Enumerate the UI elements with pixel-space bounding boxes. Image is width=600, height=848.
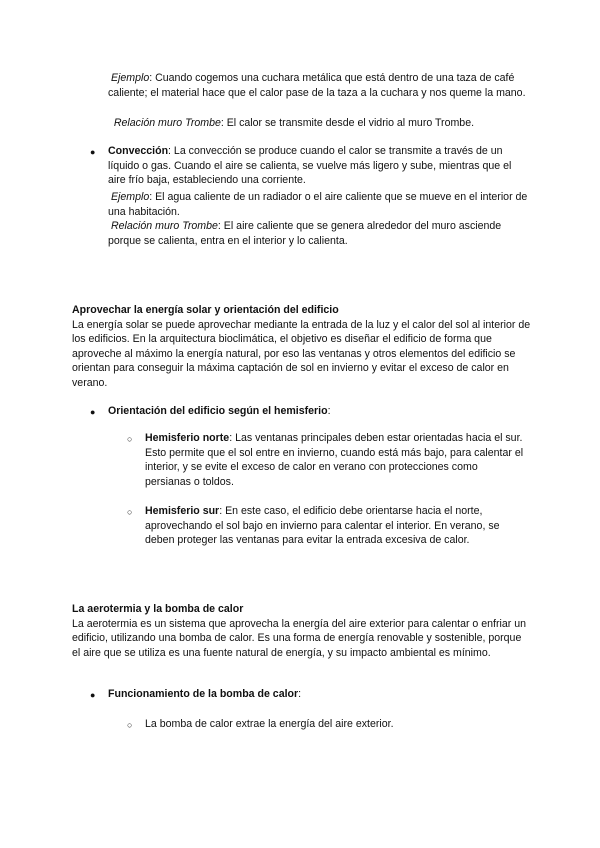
north-hemisphere-item xyxy=(145,431,525,489)
section-intro: La aerotermia es un sistema que aprovecha la energía del aire exterior para calentar o enfriar un edificio, utilizando una bomba de calor. Es una forma de energía renovable y sostenible, porque el aire que se utiliza es una fuente natural de energía, y su impacto ambiental es mínimo. xyxy=(72,617,527,659)
south-title: Hemisferio sur xyxy=(145,505,220,517)
colon: : xyxy=(327,405,331,417)
trombe-text: : El calor se transmite desde el vidrio al muro Trombe. xyxy=(220,117,475,129)
conduction-trombe xyxy=(108,116,528,131)
example-label: Ejemplo xyxy=(110,191,150,203)
section-intro: La energía solar se puede aprovechar mediante la entrada de la luz y el calor del sol al interior de los edificios. En la arquitectura bioclimática, el objetivo es diseñar el edificio de forma que aproveche al máximo la energía natural, por eso las ventanas y otros elementos del edificio se orientan para conseguir la máxima captación de sol en invierno y evitar el exceso de calor en verano. xyxy=(72,318,531,389)
aerotermia-section xyxy=(72,602,532,660)
orientation-item xyxy=(108,404,528,419)
example-label: Ejemplo xyxy=(110,72,150,84)
trombe-label: Relación muro Trombe xyxy=(113,117,221,129)
heat-pump-item xyxy=(108,687,528,702)
convection-title: Convección xyxy=(108,145,169,157)
section-heading: La aerotermia y la bomba de calor xyxy=(72,603,244,615)
south-text: : En este caso, el edificio debe orientarse hacia el norte, aprovechando el sol bajo en invierno para calentar el interior. En verano, se deben proteger las ventanas para evitar la entrada excesiva de calor. xyxy=(145,505,500,547)
south-hemisphere-item xyxy=(145,504,525,548)
north-text: : Las ventanas principales deben estar orientadas hacia el sur. Esto permite que el sol entre en invierno, cuando está más bajo, para calentar el interior, y se evite el exceso de calor en verano con protecciones como persianas o toldos. xyxy=(145,432,524,488)
convection-example xyxy=(108,190,528,219)
convection-text: : La convección se produce cuando el calor se transmite a través de un líquido o gas. Cuando el aire se calienta, se vuelve más ligero y sube, mientras que el aire frío baja, estableciendo una corriente. xyxy=(108,145,512,187)
bullet-circle: ○ xyxy=(127,434,133,444)
heat-pump-subitem xyxy=(145,717,525,732)
solar-section xyxy=(72,303,532,391)
subitem-text: La bomba de calor extrae la energía del aire exterior. xyxy=(145,718,394,730)
colon: : xyxy=(298,688,302,700)
orientation-title: Orientación del edificio según el hemisferio xyxy=(108,405,328,417)
trombe-label: Relación muro Trombe xyxy=(110,220,218,232)
trombe-text: : El aire caliente que se genera alrededor del muro asciende porque se calienta, entra en el interior y lo calienta. xyxy=(108,220,502,247)
bullet-disc: ● xyxy=(90,407,96,417)
bullet-circle: ○ xyxy=(127,507,133,517)
bullet-disc: ● xyxy=(90,147,96,157)
conduction-example xyxy=(108,71,528,100)
heat-pump-title: Funcionamiento de la bomba de calor xyxy=(108,688,299,700)
convection-item xyxy=(108,144,528,188)
bullet-circle: ○ xyxy=(127,720,133,730)
example-text: : Cuando cogemos una cuchara metálica que está dentro de una taza de café caliente; el material hace que el calor pase de la taza a la cuchara y nos queme la mano. xyxy=(108,72,526,99)
convection-trombe xyxy=(108,219,528,248)
north-title: Hemisferio norte xyxy=(145,432,230,444)
section-heading: Aprovechar la energía solar y orientación del edificio xyxy=(72,304,339,316)
example-text: : El agua caliente de un radiador o el aire caliente que se mueve en el interior de una habitación. xyxy=(108,191,528,218)
bullet-disc: ● xyxy=(90,690,96,700)
